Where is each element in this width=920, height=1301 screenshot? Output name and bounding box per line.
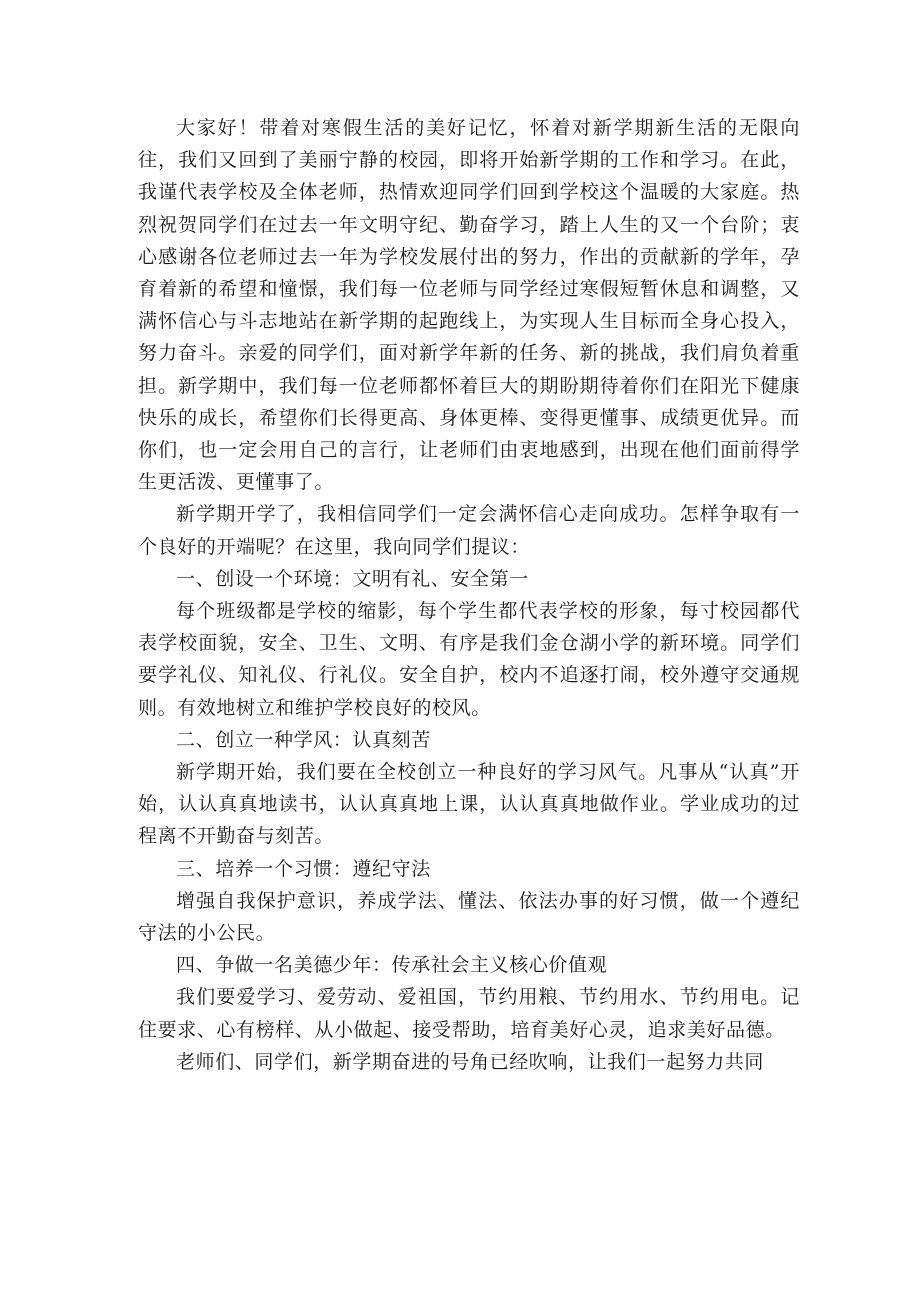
document-body: [138, 112, 800, 1078]
paragraph-virtue: 我们要爱学习、爱劳动、爱祖国，节约用粮、节约用水、节约用电。记住要求、心有榜样、从小做起、接受帮助，培育美好心灵，追求美好品德。: [138, 986, 800, 1041]
heading-virtue: 四、争做一名美德少年：传承社会主义核心价值观: [176, 954, 608, 977]
heading-study-style: 二、创立一种学风：认真刻苦: [176, 728, 431, 751]
paragraph-welcome: 大家好！带着对寒假生活的美好记忆，怀着对新学期新生活的无限向往，我们又回到了美丽宁静的校园，即将开始新学期的工作和学习。在此，我谨代表学校及全体老师，热情欢迎同学们回到学校这个温暖的大家庭。热烈祝贺同学们在过去一年文明守纪、勤奋学习，踏上人生的又一个台阶；衷心感谢各位老师过去一年为学校发展付出的努力，作出的贡献新的学年，孕育着新的希望和憧憬，我们每一位老师与同学经过寒假短暂休息和调整，又满怀信心与斗志地站在新学期的起跑线上，为实现人生目标而全身心投入，努力奋斗。亲爱的同学们，面对新学年新的任务、新的挑战，我们肩负着重担。新学期中，我们每一位老师都怀着巨大的期盼期待着你们在阳光下健康快乐的成长，希望你们长得更高、身体更棒、变得更懂事、成绩更优异。而你们，也一定会用自己的言行，让老师们由衷地感到，出现在他们面前得学生更活泼、更懂事了。: [138, 117, 800, 494]
paragraph-study-style: 新学期开始，我们要在全校创立一种良好的学习风气。凡事从“认真”开始，认认真真地读书，认认真真地上课，认认真真地做作业。学业成功的过程离不开勤奋与刻苦。: [138, 761, 800, 848]
paragraph-closing: 老师们、同学们，新学期奋进的号角已经吹响，让我们一起努力共同: [176, 1050, 765, 1073]
heading-environment: 一、创设一个环境：文明有礼、安全第一: [176, 567, 529, 590]
paragraph-proposal-intro: 新学期开学了，我相信同学们一定会满怀信心走向成功。怎样争取有一个良好的开端呢？在这里，我向同学们提议：: [138, 503, 800, 558]
paragraph-habit: 增强自我保护意识，养成学法、懂法、依法办事的好习惯，做一个遵纪守法的小公民。: [138, 889, 800, 945]
paragraph-environment: 每个班级都是学校的缩影，每个学生都代表学校的形象，每寸校园都代表学校面貌，安全、卫生、文明、有序是我们金仓湖小学的新环境。同学们要学礼仪、知礼仪、行礼仪。安全自护，校内不追逐打闹，校外遵守交通规则。有效地树立和维护学校良好的校风。: [138, 600, 800, 719]
heading-habit: 三、培养一个习惯：遵纪守法: [176, 857, 431, 880]
